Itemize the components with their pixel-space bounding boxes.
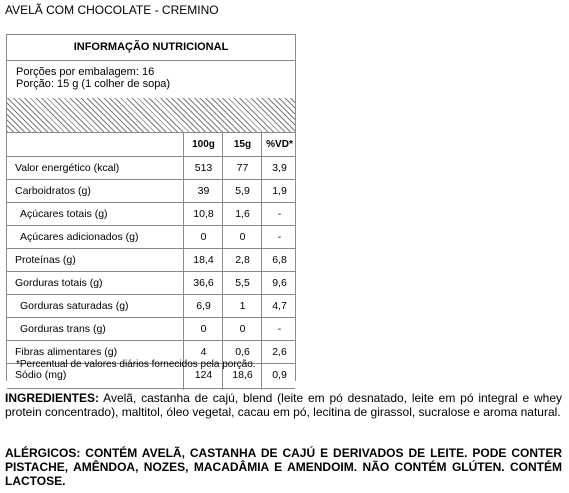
nutrient-row	[7, 180, 295, 203]
value-per-15g: 18,6	[232, 369, 253, 381]
nutrient-label: Gorduras trans (g)	[20, 323, 106, 335]
product-title: AVELÃ COM CHOCOLATE - CREMINO	[5, 3, 219, 17]
ingredients-label: INGREDIENTES:	[5, 391, 100, 405]
column-header-100g: 100g	[192, 139, 215, 150]
daily-value-percent: -	[277, 323, 282, 335]
daily-value-percent: 6,8	[272, 254, 287, 266]
value-per-15g: 0,6	[235, 346, 250, 358]
daily-value-percent: 9,6	[272, 277, 287, 289]
nutrient-label: Valor energético (kcal)	[15, 162, 120, 174]
value-per-100g: 36,6	[193, 277, 214, 289]
table-bottom-divider	[7, 388, 295, 389]
value-per-15g: 2,8	[235, 254, 250, 266]
value-per-100g: 10,8	[193, 208, 214, 220]
nutrition-facts-panel	[6, 34, 296, 381]
title-divider	[7, 60, 295, 61]
value-per-100g: 4	[200, 346, 207, 358]
ingredients-block	[5, 391, 562, 419]
value-per-100g: 513	[194, 162, 213, 174]
allergens-block: ALÉRGICOS: CONTÉM AVELÃ, CASTANHA DE CAJÚ E DERIVADOS DE LEITE. PODE CONTER PISTACHE, AMÊNDOA, NOZES, MACADÂMIA E AMENDOIM. NÃO CONTÉM GLÚTEN. CONTÉM LACTOSE.	[5, 446, 562, 488]
nutrient-label: Gorduras totais (g)	[15, 277, 103, 289]
nutrient-label: Açúcares totais (g)	[20, 208, 108, 220]
nutrient-label: Fibras alimentares (g)	[15, 346, 118, 358]
value-per-15g: 0	[239, 231, 246, 243]
value-per-100g: 39	[197, 185, 210, 197]
value-per-15g: 77	[236, 162, 249, 174]
daily-value-percent: 3,9	[272, 162, 287, 174]
nutrient-row	[7, 157, 295, 180]
footnote: *Percentual de valores diários fornecidos pela porção.	[16, 359, 256, 370]
nutrient-row	[7, 249, 295, 272]
nutrient-row	[7, 318, 295, 341]
column-header-vd: %VD*	[266, 139, 293, 150]
panel-title: INFORMAÇÃO NUTRICIONAL	[73, 41, 229, 53]
nutrient-label: Proteínas (g)	[15, 254, 76, 266]
value-per-15g: 1	[239, 300, 246, 312]
value-per-15g: 5,9	[235, 185, 250, 197]
value-per-15g: 5,5	[235, 277, 250, 289]
daily-value-percent: 0,9	[272, 369, 287, 381]
column-header-15g: 15g	[233, 139, 252, 150]
value-per-100g: 124	[194, 369, 213, 381]
nutrient-row	[7, 203, 295, 226]
servings-per-package: Porções por embalagem: 16	[16, 66, 155, 78]
daily-value-percent: -	[277, 208, 282, 220]
serving-size: Porção: 15 g (1 colher de sopa)	[16, 78, 171, 90]
value-per-100g: 0	[200, 323, 207, 335]
nutrient-label: Carboidratos (g)	[15, 185, 91, 197]
value-per-100g: 18,4	[193, 254, 214, 266]
nutrient-row	[7, 295, 295, 318]
value-per-15g: 0	[239, 323, 246, 335]
nutrient-label: Sódio (mg)	[15, 369, 67, 381]
daily-value-percent: 4,7	[272, 300, 287, 312]
daily-value-percent: -	[277, 231, 282, 243]
nutrient-label: Gorduras saturadas (g)	[20, 300, 129, 312]
nutrition-table	[7, 132, 295, 388]
nutrient-label: Açúcares adicionados (g)	[20, 231, 139, 243]
ingredients-text: Avelã, castanha de cajú, blend (leite em pó desnatado, leite em pó integral e whey protein concentrado), maltitol, óleo vegetal, cacau em pó, lecitina de girassol, sucralose e aroma natural.	[5, 391, 562, 419]
nutrient-row	[7, 272, 295, 295]
hatched-band	[7, 98, 295, 132]
daily-value-percent: 2,6	[272, 346, 287, 358]
value-per-100g: 0	[200, 231, 207, 243]
value-per-15g: 1,6	[235, 208, 250, 220]
daily-value-percent: 1,9	[272, 185, 287, 197]
nutrient-row	[7, 226, 295, 249]
value-per-100g: 6,9	[196, 300, 211, 312]
